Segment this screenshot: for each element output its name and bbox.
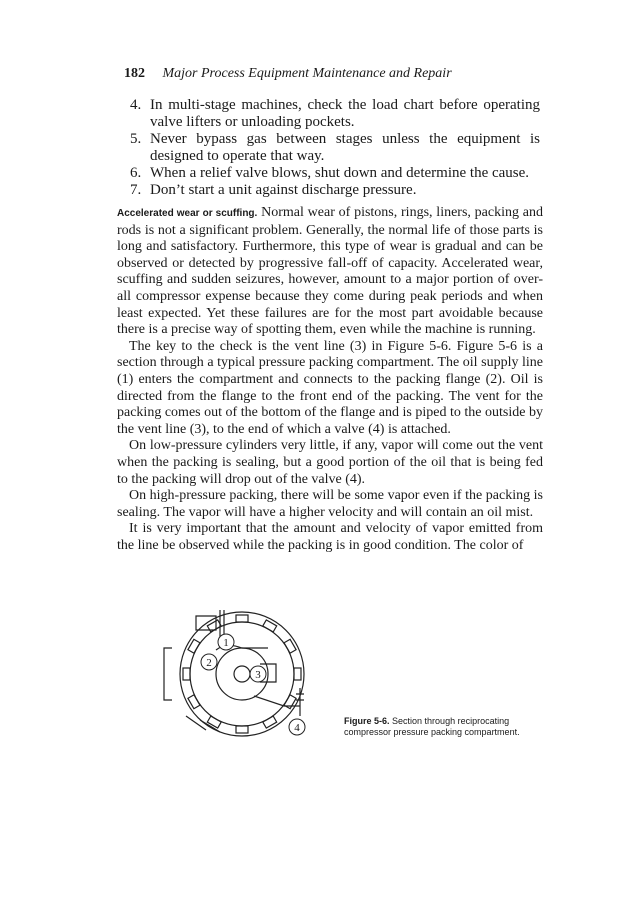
caption-label: Figure 5-6. — [344, 716, 390, 726]
list-text: When a relief valve blows, shut down and determine the cause. — [150, 165, 530, 181]
left-bracket — [164, 648, 172, 700]
paragraph: On high-pressure packing, there will be some vapor even if the packing is sealing. The vapor will have a higher velocity and will contain an oil mist. — [117, 488, 543, 520]
paragraph: On low-pressure cylinders very little, if any, vapor will come out the vent when the packing is sealing, but a good portion of the oil that is being fed to the packing will drop out of the valve (4). — [117, 438, 543, 487]
callout-label: 3 — [255, 669, 261, 681]
packing-diagram — [156, 608, 326, 738]
list-item — [130, 182, 540, 199]
running-header — [124, 66, 452, 82]
callout-label: 1 — [223, 637, 229, 649]
list-text: Don’t start a unit against discharge pressure. — [150, 182, 417, 198]
paragraph: The key to the check is the vent line (3) in Figure 5-6. Figure 5-6 is a section through a typical pressure packing compartment. The oil supply line (1) enters the compartment and connects to the packing flange (2). Oil is directed from the flange to the front end of the packing. The vent for the packing comes out of the bottom of the flange and is piped to the outside by the vent line (3), to the end of which a valve (4) is attached. — [117, 338, 543, 437]
list-text: In multi-stage machines, check the load chart before operating valve lifters or unloading pockets. — [150, 97, 540, 130]
paragraph-text: Normal wear of pistons, rings, liners, packing and rods is not a significant problem. Generally, the normal life of those parts is long and satisfactory. Furthermore, this type of wear is gradual and can be observed or detected by progressive fall-off of capacity. Accelerated wear, scuffing and sudden seizures, however, amount to a major portion of over-all compressor expense because they come during peak periods and when least expected. Yet these failures are for the most part avoidable because there is a precise way of spotting them, even while the machine is running. — [117, 205, 543, 338]
paragraph: It is very important that the amount and velocity of vapor emitted from the line be observed while the packing is in good condition. The color of — [117, 521, 543, 553]
body-text — [117, 205, 543, 554]
numbered-list — [130, 97, 540, 199]
list-item — [130, 97, 540, 131]
list-number: 4. — [130, 97, 142, 113]
inner-ring — [190, 622, 294, 726]
list-text: Never bypass gas between stages unless the equipment is designed to operate that way. — [150, 131, 540, 164]
running-title: Major Process Equipment Maintenance and Repair — [162, 66, 452, 81]
figure-caption — [344, 716, 544, 738]
rod-bore — [234, 666, 250, 682]
list-number: 7. — [130, 182, 142, 198]
page-number: 182 — [124, 66, 145, 81]
list-number: 6. — [130, 165, 142, 181]
bolt-slots — [183, 615, 301, 733]
caption-text: Section through reciprocating compressor pressure packing compartment. — [344, 716, 520, 737]
callout-label: 2 — [206, 657, 212, 669]
list-number: 5. — [130, 131, 142, 147]
runin-heading: Accelerated wear or scuffing. — [117, 208, 258, 219]
paragraph — [117, 205, 543, 339]
callout-label: 4 — [294, 722, 300, 734]
packing-compartment-figure — [156, 608, 326, 738]
list-item — [130, 131, 540, 165]
list-item — [130, 165, 540, 182]
